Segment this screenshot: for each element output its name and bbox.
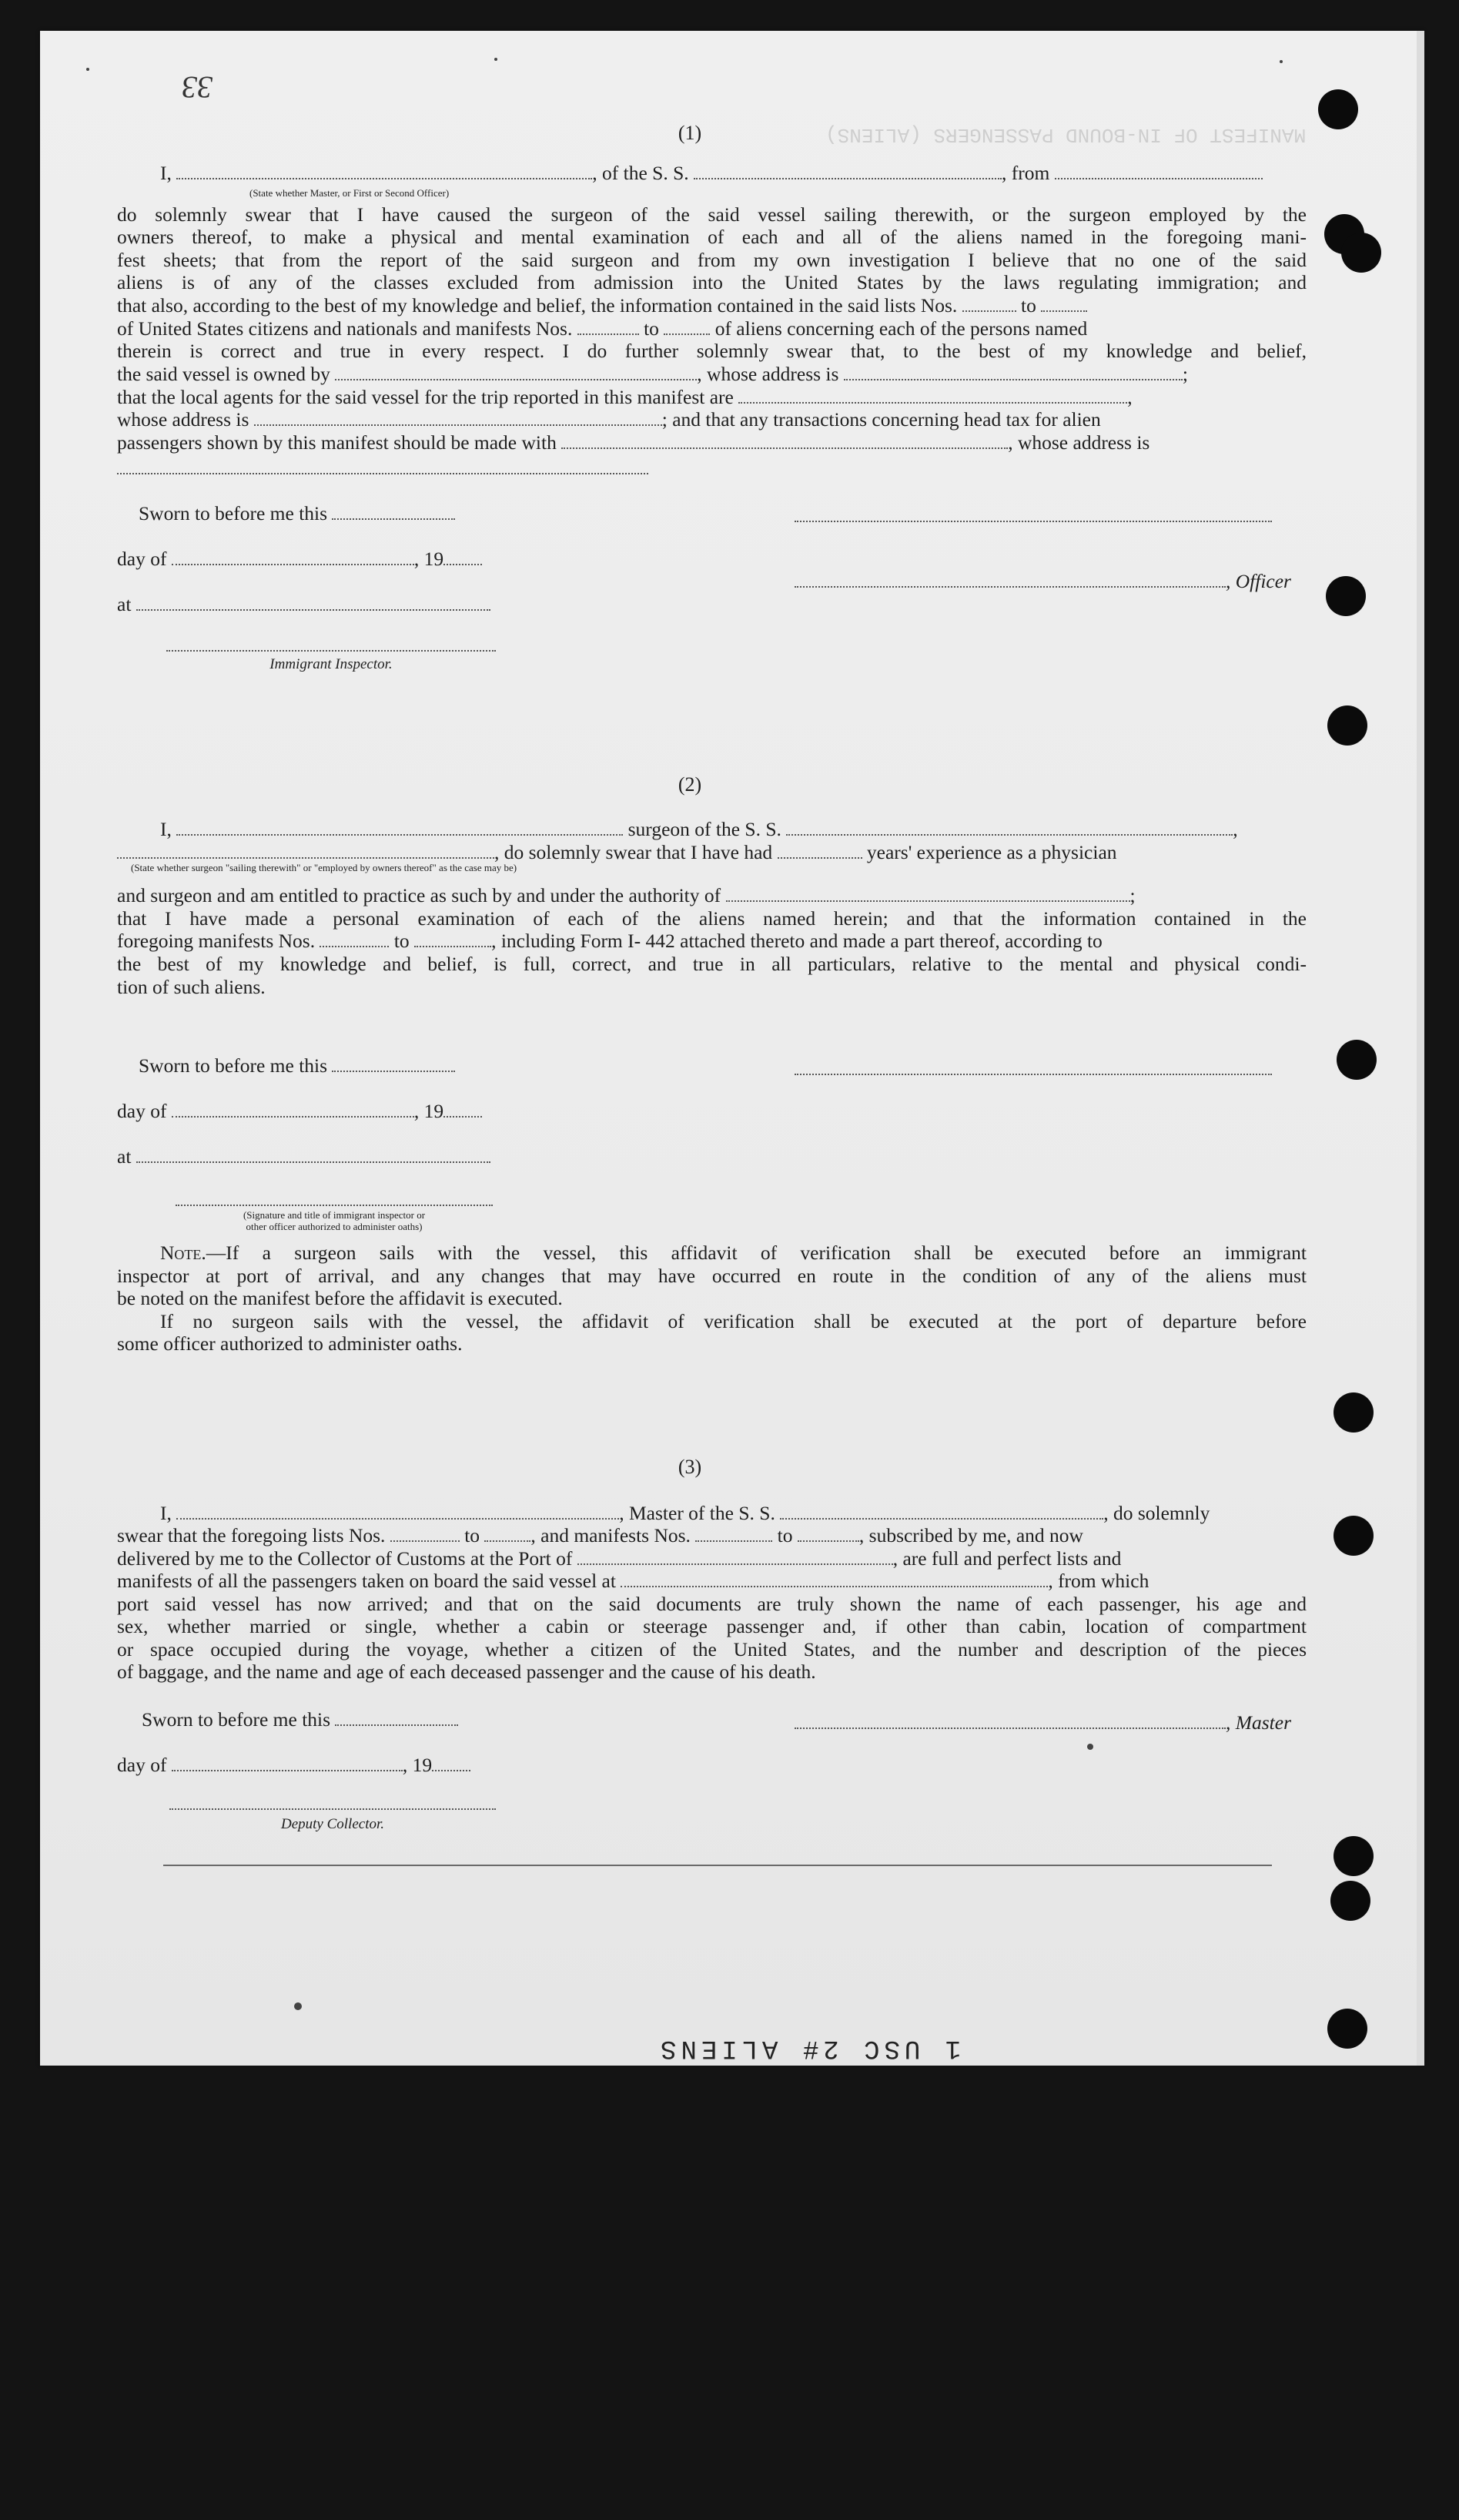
binder-hole — [1334, 1516, 1374, 1556]
oath-text-line: fest sheets; that from the report of the said surgeon and from my own investigation I believe that no one of the said — [117, 249, 1307, 271]
signature-line-1a — [795, 519, 1272, 522]
agent-address-line: whose address is ; and that any transactions concerning head tax for alien — [117, 408, 1101, 431]
local-agents-line: that the local agents for the said vessel for the trip reported in this manifest are , — [117, 386, 1133, 408]
surgeon-line-1: I, surgeon of the S. S. , — [160, 818, 1238, 840]
surgeon-text-last: tion of such aliens. — [117, 976, 266, 998]
manifests-numbers-line: of United States citizens and nationals and manifests Nos. to of aliens concerning each of the persons named — [117, 317, 1088, 340]
head-tax-line: passengers shown by this manifest should be made with , whose address is — [117, 431, 1150, 454]
master-line-1: I, , Master of the S. S. , do solemnly — [160, 1502, 1210, 1524]
section-1-number: (1) — [678, 122, 702, 144]
vessel-owner-line: the said vessel is owned by , whose address is ; — [117, 363, 1188, 385]
oath-text-line: do solemnly swear that I have caused the surgeon of the said vessel sailing therewith, or the surgeon employed by the — [117, 203, 1307, 226]
oath-text-line: owners thereof, to make a physical and mental examination of each and all of the aliens named in the foregoing mani- — [117, 226, 1307, 248]
officer-oath-line: I, , of the S. S. , from — [160, 162, 1263, 185]
note-line: If no surgeon sails with the vessel, the affidavit of verification shall be executed at the port of departure before — [160, 1310, 1307, 1332]
address-continuation-line — [117, 471, 648, 474]
sworn-line-1: Sworn to before me this — [139, 502, 455, 525]
officer-signature: , Officer — [795, 570, 1291, 593]
at-line-2: at — [117, 1145, 490, 1168]
divider-rule — [163, 1865, 1272, 1866]
surgeon-text-line: the best of my knowledge and belief, is full, correct, and true in all particulars, relative to the mental and physical condi- — [117, 953, 1307, 975]
master-line-2: swear that the foregoing lists Nos. to , and manifests Nos. to , subscribed by me, and now — [117, 1524, 1083, 1547]
oath-text-line: therein is correct and true in every respect. I do further solemnly swear that, to the best of my knowledge and belief, — [117, 340, 1307, 362]
bleed-through-mark: MANIFEST OF IN-BOUND PASSENGERS (ALIENS) — [825, 123, 1307, 146]
master-text-line: port said vessel has now arrived; and that on the said documents are truly shown the name of each passenger, his age and — [117, 1593, 1307, 1615]
binder-hole — [1326, 576, 1366, 616]
master-text-line: or space occupied during the voyage, whether a citizen of the United States, and the number and description of the pieces — [117, 1638, 1307, 1660]
inspector-caption: Immigrant Inspector. — [269, 656, 393, 672]
binder-hole — [1337, 1040, 1377, 1080]
inspector-signature-line — [166, 648, 496, 652]
surgeon-text-line: that I have made a personal examination of each of the aliens named herein; and that the information contained in the — [117, 907, 1307, 930]
binder-hole — [1327, 705, 1367, 746]
sworn-line-3: Sworn to before me this — [142, 1708, 458, 1731]
lists-numbers-line: that also, according to the best of my knowledge and belief, the information contained in the said lists Nos. to — [117, 294, 1087, 317]
master-text-line: sex, whether married or single, whether a cabin or steerage passenger and, if other than cabin, location of compartment — [117, 1615, 1307, 1637]
oath-officer-caption-2: other officer authorized to administer oaths) — [246, 1221, 423, 1232]
deputy-signature-line — [169, 1807, 496, 1810]
sworn-line-2: Sworn to before me this — [139, 1054, 455, 1077]
handwritten-bottom-note: 1 USC 2# ALIENS — [656, 2033, 962, 2063]
surgeon-caption: (State whether surgeon "sailing therewith" or "employed by owners thereof" as the case may be) — [131, 862, 517, 873]
note-line: inspector at port of arrival, and any changes that may have occurred en route in the condition of any of the aliens must — [117, 1265, 1307, 1287]
binder-hole — [1330, 1881, 1370, 1921]
authority-line: and surgeon and am entitled to practice as such by and under the authority of ; — [117, 884, 1136, 906]
manifests-form-line: foregoing manifests Nos. to , including Form I- 442 attached thereto and made a part thereof, according to — [117, 930, 1103, 952]
manifest-back-page — [40, 31, 1424, 2066]
binder-hole — [1341, 233, 1381, 273]
oath-officer-signature-line — [176, 1203, 493, 1206]
binder-hole — [1327, 2009, 1367, 2049]
surgeon-signature-line — [795, 1072, 1272, 1075]
day-line-1: day of , 19 — [117, 548, 482, 571]
speck — [1087, 1744, 1093, 1750]
master-line-3: delivered by me to the Collector of Customs at the Port of , are full and perfect lists and — [117, 1547, 1122, 1570]
officer-rank-caption: (State whether Master, or First or Second Officer) — [249, 187, 450, 199]
section-2-number: (2) — [678, 773, 702, 796]
speck — [294, 2002, 302, 2010]
note-line: be noted on the manifest before the affidavit is executed. — [117, 1287, 563, 1309]
speck — [1280, 60, 1283, 63]
section-3-number: (3) — [678, 1456, 702, 1478]
speck — [494, 58, 497, 61]
binder-hole — [1334, 1392, 1374, 1433]
oath-officer-caption-1: (Signature and title of immigrant inspector or — [243, 1209, 426, 1221]
day-line-2: day of , 19 — [117, 1100, 482, 1123]
master-line-4: manifests of all the passengers taken on board the said vessel at , from which — [117, 1570, 1149, 1592]
binder-hole — [1318, 89, 1358, 129]
note-line: some officer authorized to administer oaths. — [117, 1332, 463, 1355]
note-line: Note.—If a surgeon sails with the vessel, this affidavit of verification shall be executed before an immigrant — [160, 1242, 1307, 1264]
speck — [86, 68, 89, 71]
master-signature: , Master — [795, 1711, 1291, 1734]
binder-hole — [1334, 1836, 1374, 1876]
oath-text-line: aliens is of any of the classes excluded from admission into the United States by the laws regulating immigration; and — [117, 271, 1307, 293]
day-line-3: day of , 19 — [117, 1754, 470, 1777]
surgeon-line-2: , do solemnly swear that I have had years' experience as a physician — [117, 841, 1117, 864]
deputy-caption: Deputy Collector. — [280, 1816, 385, 1832]
at-line-1: at — [117, 593, 490, 616]
page-number: 33 — [182, 70, 212, 105]
master-text-last: of baggage, and the name and age of each deceased passenger and the cause of his death. — [117, 1660, 816, 1683]
